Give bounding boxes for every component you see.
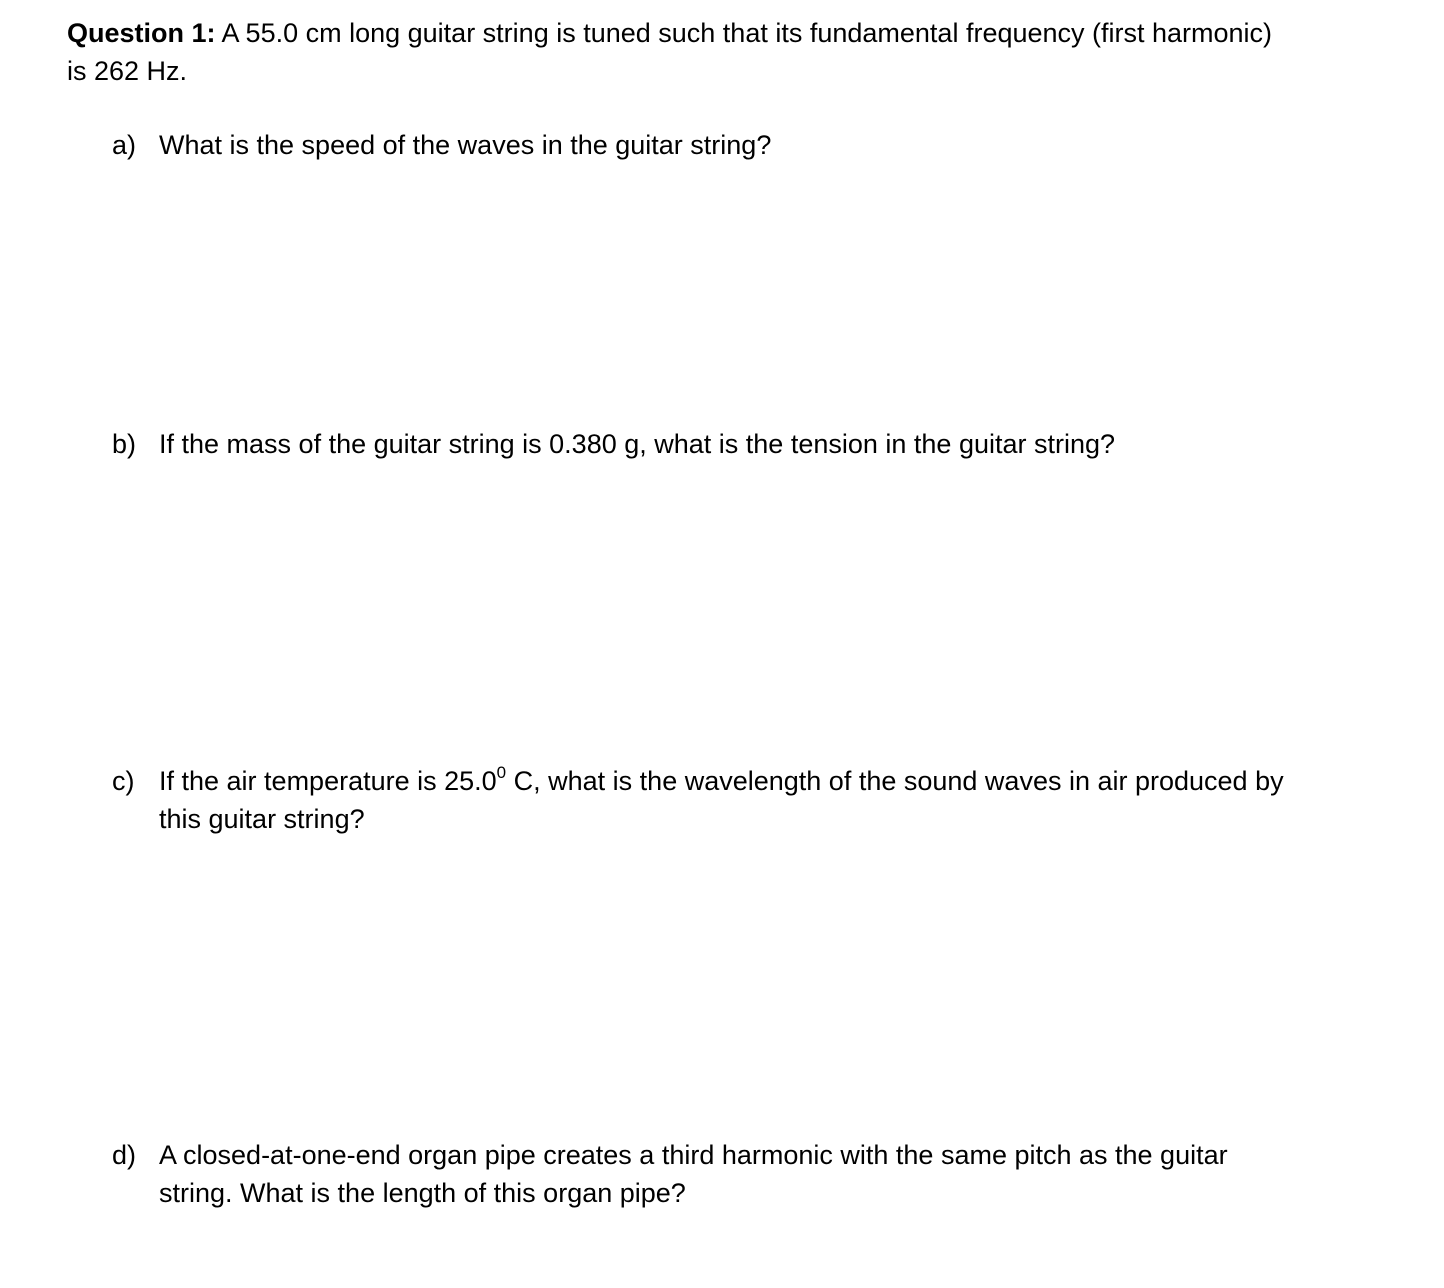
- question-1-intro: [67, 14, 1367, 90]
- part-d-marker: d): [112, 1140, 137, 1170]
- part-d-text-line2: string. What is the length of this organ pipe?: [159, 1178, 686, 1208]
- part-d-text: [159, 1136, 1359, 1212]
- question-text-line2: is 262 Hz.: [67, 56, 188, 86]
- degree-superscript: 0: [496, 763, 507, 782]
- question-label: Question 1:: [67, 18, 216, 48]
- part-a-marker: a): [112, 130, 137, 160]
- part-d-text-line1: A closed-at-one-end organ pipe creates a third harmonic with the same pitch as the guitar: [159, 1140, 1228, 1170]
- part-c-text-before-degree: If the air temperature is 25.0: [159, 766, 497, 796]
- part-c-text: [159, 762, 1359, 838]
- part-c-marker: c): [112, 766, 135, 796]
- part-c-text-after-degree: C, what is the wavelength of the sound waves in air produced by: [506, 766, 1284, 796]
- part-c-text-line2: this guitar string?: [159, 804, 365, 834]
- part-a-text: What is the speed of the waves in the guitar string?: [159, 130, 772, 160]
- part-b-marker: b): [112, 429, 137, 459]
- part-b-text: If the mass of the guitar string is 0.380 g, what is the tension in the guitar string?: [159, 429, 1116, 459]
- question-text-line1: A 55.0 cm long guitar string is tuned such that its fundamental frequency (first harmonic): [215, 18, 1273, 48]
